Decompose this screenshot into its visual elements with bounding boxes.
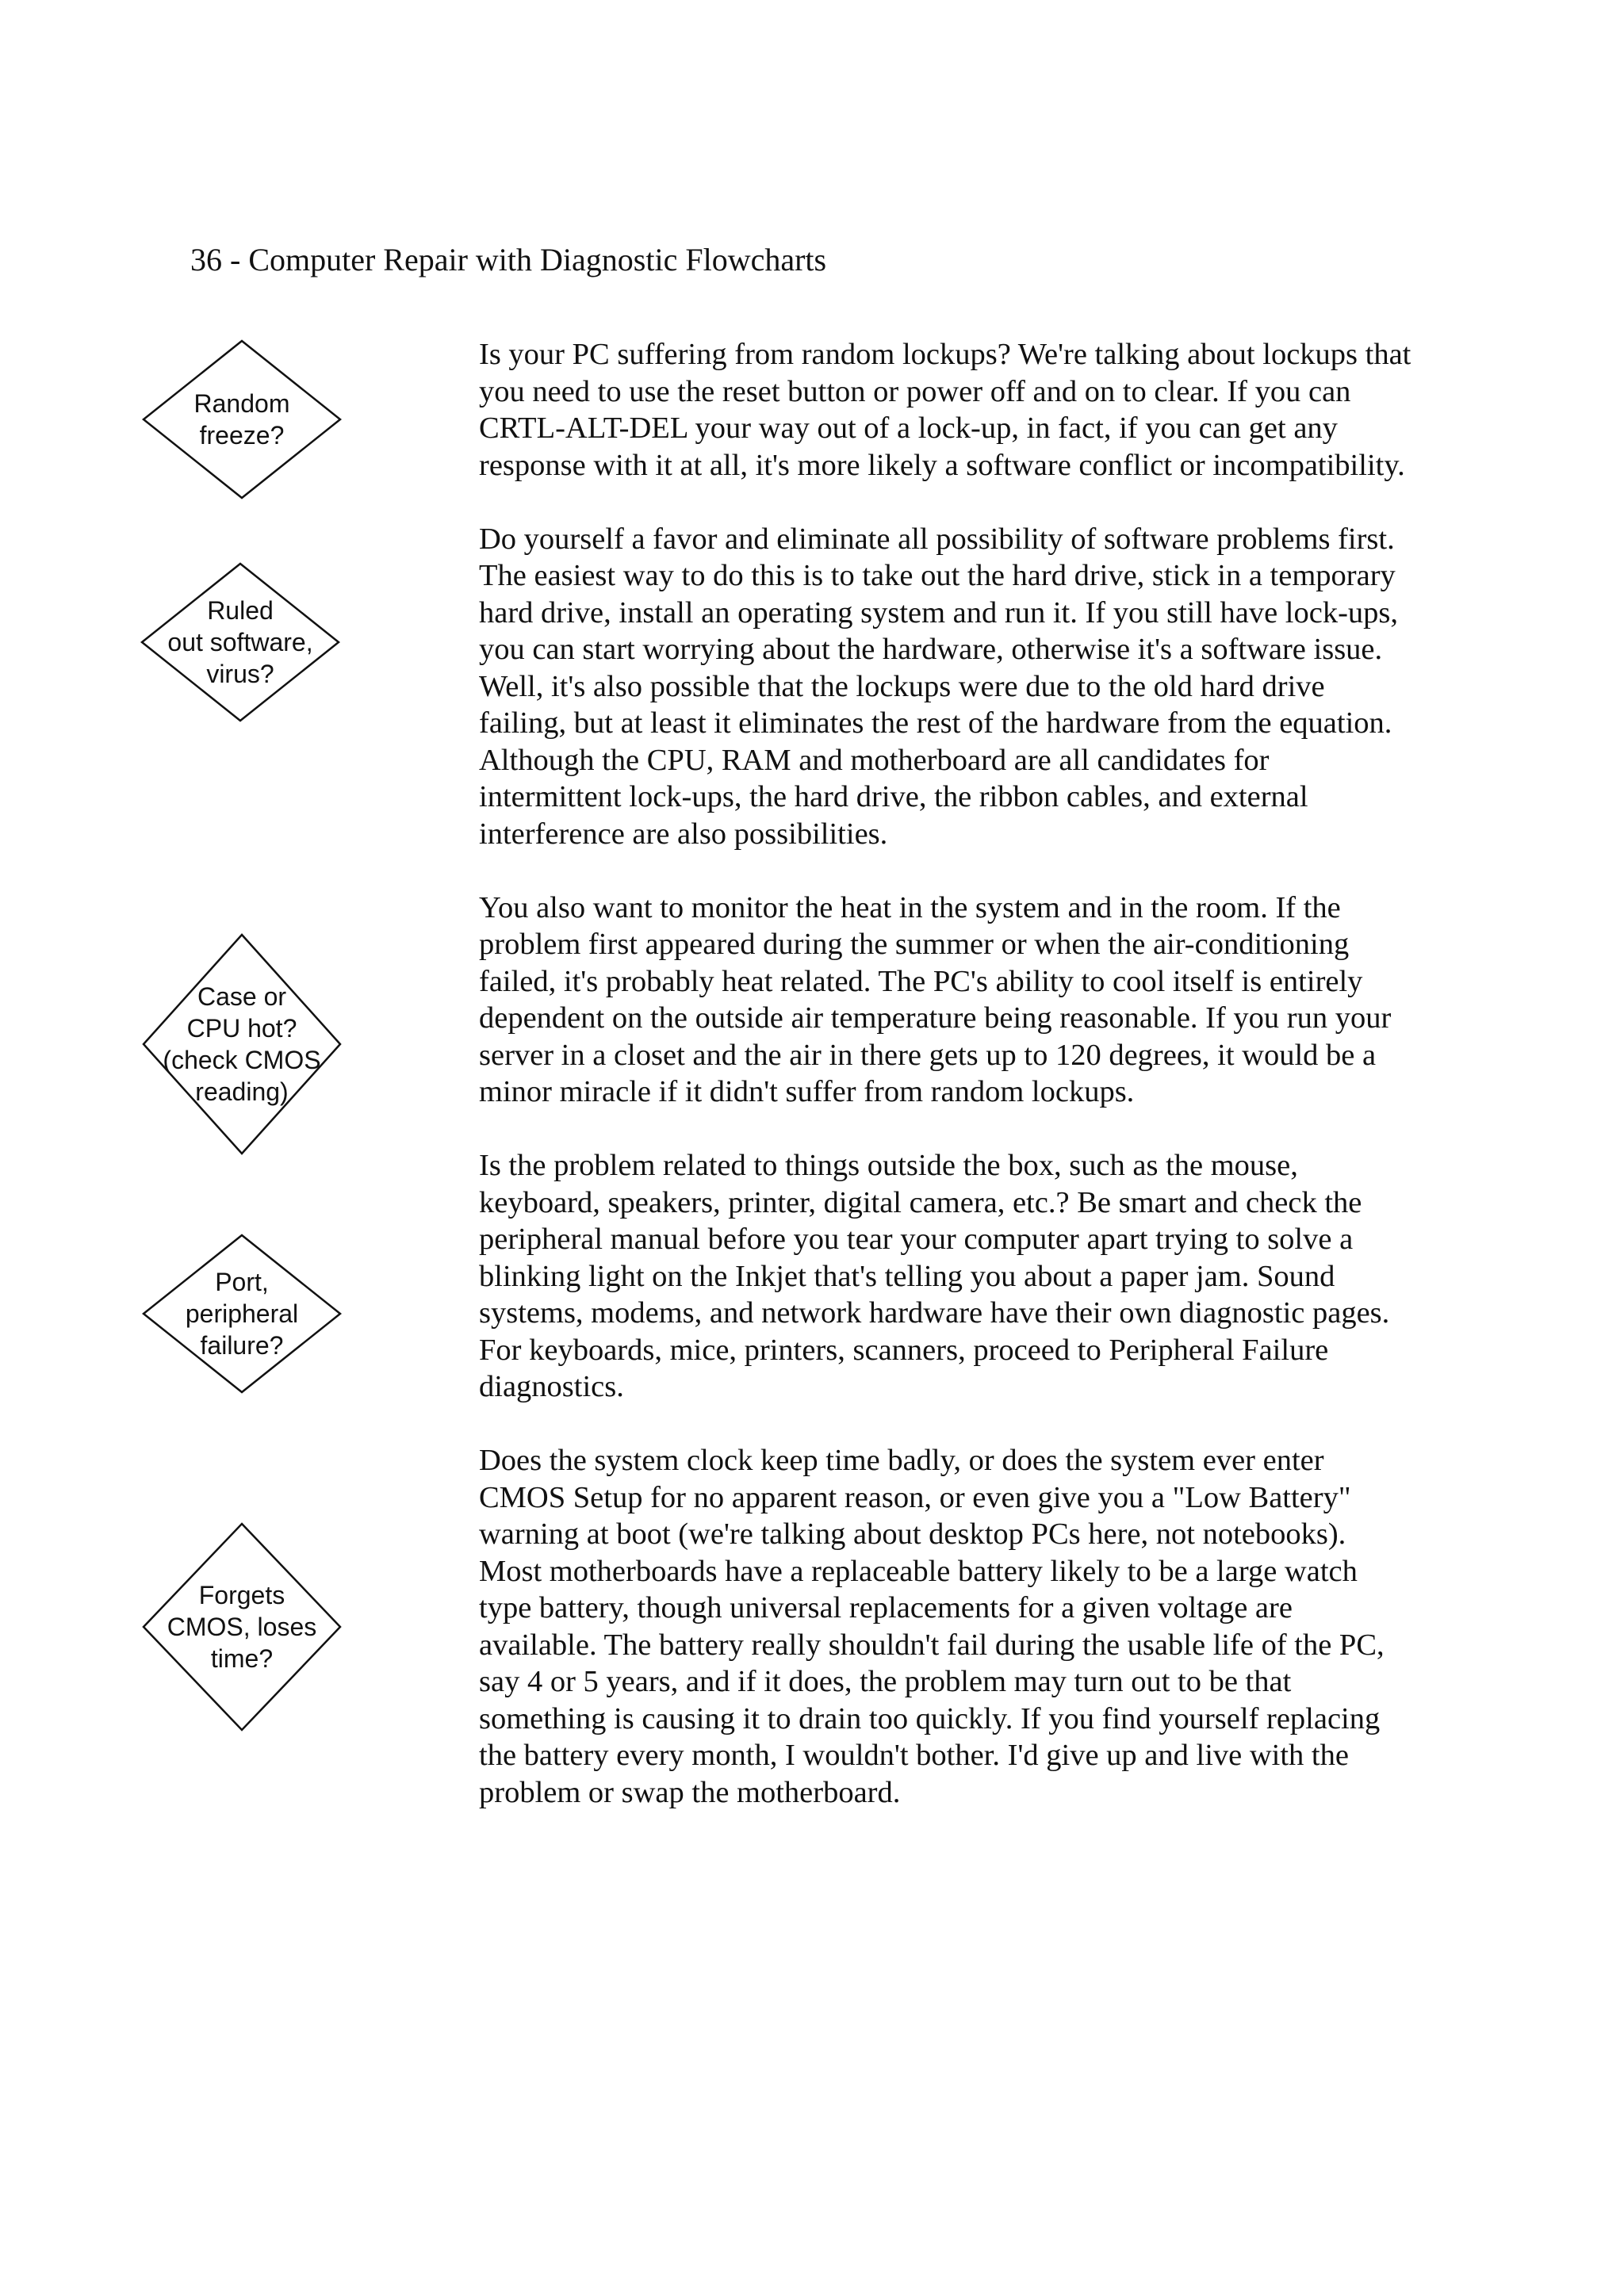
decision-label-line: out software, (167, 628, 313, 656)
decision-label (141, 563, 339, 721)
decision-label-line: CPU hot? (186, 1014, 297, 1043)
decision-label-line: CMOS, loses (167, 1613, 317, 1641)
paragraph-eliminate-software: Do yourself a favor and eliminate all possibility of software problems first. The easiest way to do this is to take out the hard drive, stick in a temporary hard drive, install an operating system and run it. If you still have lock-ups, you can start worrying about the hardware, otherwise it's a software issue. Well, it's also possible that the lockups were due to the old hard drive failing, but at least it eliminates the rest of the hardware from the equation. Although the CPU, RAM and motherboard are all candidates for intermittent lock-ups, the hard drive, the ribbon cables, and external interference are also possibilities. (479, 522, 1399, 851)
body-text (479, 336, 1415, 1811)
decision-label-line: Port, (215, 1268, 269, 1296)
decision-diamond-forgets-cmos (143, 1523, 341, 1731)
paragraph-cmos-battery: Does the system clock keep time badly, or does the system ever enter CMOS Setup for no apparent reason, or even give you a "Low Battery" warning at boot (we're talking about desktop PCs here, not notebooks). Most motherboards have a replaceable battery likely to be a large watch type battery, though universal replacements for a given voltage are available. The battery really shouldn't fail during the usable life of the PC, say 4 or 5 years, and if it does, the problem may turn out to be that something is causing it to drain too quickly. If you find yourself replacing the battery every month, I wouldn't bother. I'd give up and live with the problem or swap the motherboard. (479, 1444, 1385, 1809)
decision-label-line: virus? (206, 660, 274, 688)
decision-label-line: peripheral (185, 1299, 299, 1328)
decision-label-line: (check CMOS (163, 1046, 321, 1074)
decision-label-line: Case or (197, 982, 287, 1011)
decision-label (143, 1234, 341, 1393)
decision-diamond-ruled-out-software (141, 563, 339, 721)
decision-label (143, 340, 341, 499)
page-header: 36 - Computer Repair with Diagnostic Flowcharts (190, 242, 827, 277)
decision-label-line: Random (193, 389, 290, 418)
decision-label-line: Ruled (207, 596, 274, 625)
decision-diamond-port-peripheral (143, 1234, 341, 1393)
decision-label-line: Forgets (198, 1581, 285, 1609)
decision-label-line: reading) (195, 1077, 289, 1106)
paragraph-heat: You also want to monitor the heat in the system and in the room. If the problem first appeared during the summer or when the air-conditioning failed, it's probably heat related. The PC's ability to cool itself is entirely dependent on the outside air temperature being reasonable. If you run your server in a closet and the air in there gets up to 120 degrees, it would be a minor miracle if it didn't suffer from random lockups. (479, 890, 1392, 1108)
decision-diamond-random-freeze (143, 340, 341, 499)
decision-label-line: time? (210, 1644, 274, 1673)
paragraph-peripherals: Is the problem related to things outside the box, such as the mouse, keyboard, speakers, printer, digital camera, etc.? Be smart and check the peripheral manual before you tear your computer apart trying to solve a blinking light on the Inkjet that's telling you about a paper jam. Sound systems, modems, and network hardware have their own diagnostic pages. For keyboards, mice, printers, scanners, proceed to Peripheral Failure diagnostics. (479, 1149, 1390, 1403)
decision-label-line: freeze? (199, 421, 285, 450)
decision-label (143, 934, 341, 1154)
decision-label-line: failure? (200, 1331, 284, 1360)
paragraph-random-lockups: Is your PC suffering from random lockups? We're talking about lockups that you need to use the reset button or power off and on to clear. If you can CRTL-ALT-DEL your way out of a lock-up, in fact, if you can get any response with it at all, it's more likely a software conflict or incompatibility. (479, 338, 1411, 482)
decision-label (143, 1523, 341, 1731)
decision-diamond-case-cpu-hot (143, 934, 341, 1154)
